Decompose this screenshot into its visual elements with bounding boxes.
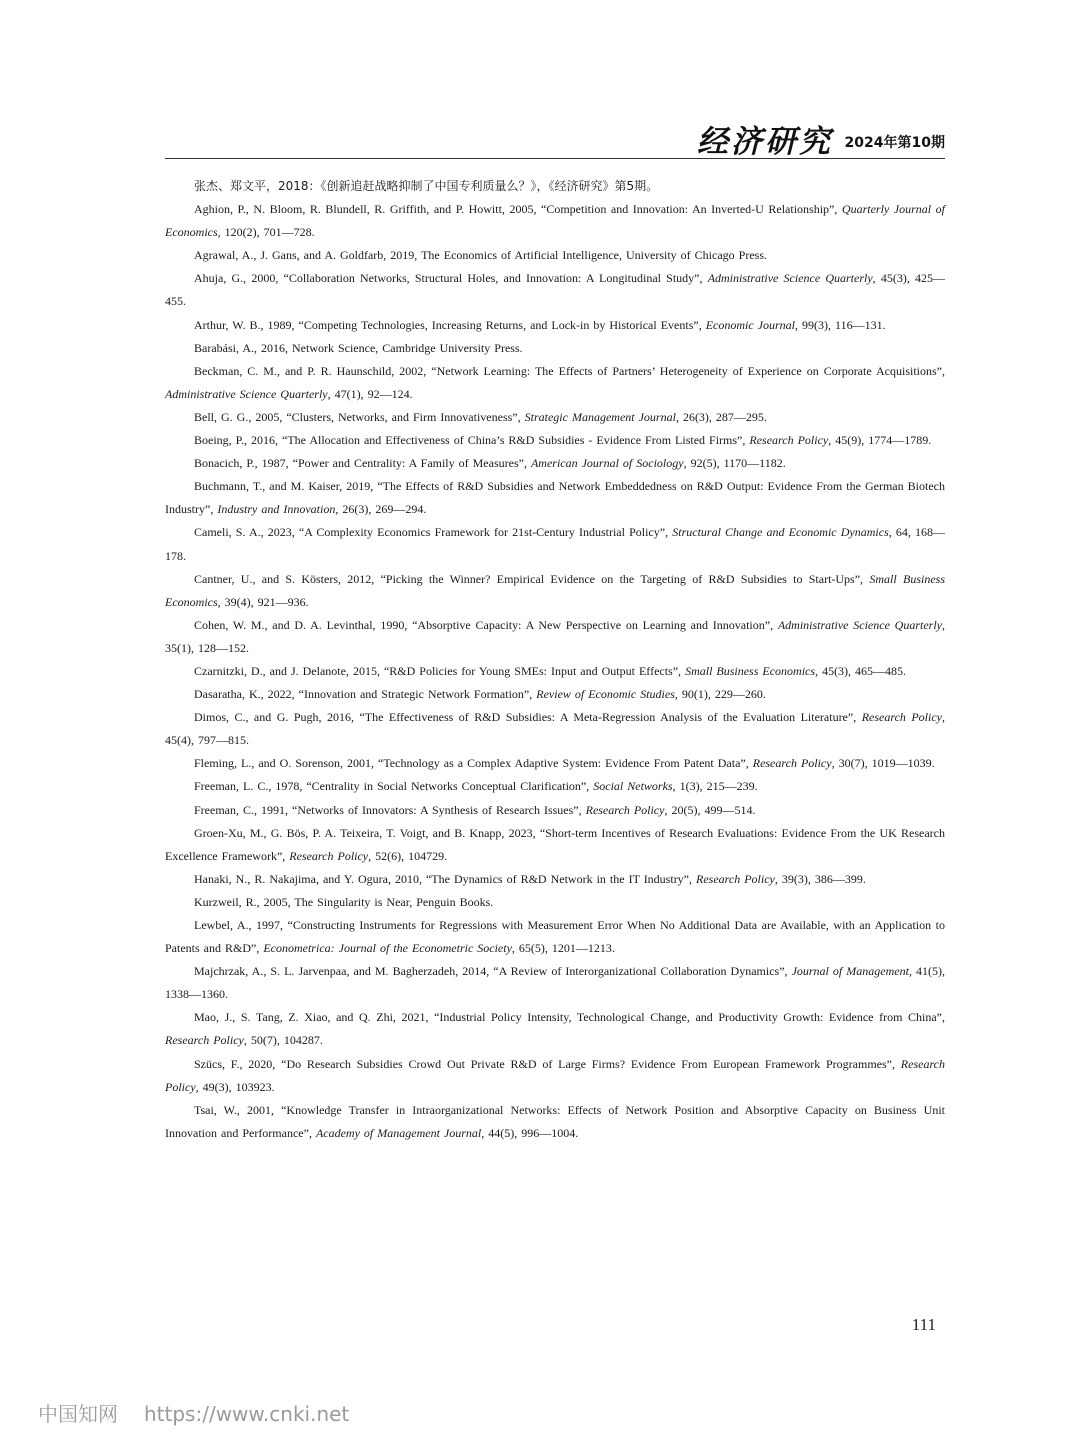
reference-text: Freeman, C., 1991, “Networks of Innovators: A Synthesis of Research Issues”, <box>194 802 586 817</box>
reference-text: Czarnitzki, D., and J. Delanote, 2015, “R&D Policies for Young SMEs: Input and Output Effects”, <box>194 663 686 678</box>
reference-source: Social Networks <box>593 779 673 794</box>
reference-source: Research Policy <box>165 1033 244 1048</box>
reference-pages: , 35(1), 128—152. <box>165 617 945 655</box>
reference-item <box>165 614 945 660</box>
reference-item <box>165 660 945 683</box>
reference-pages: , 44(5), 996—1004. <box>481 1125 579 1140</box>
reference-text: Buchmann, T., and M. Kaiser, 2019, “The Effects of R&D Subsidies and Network Embeddedness on R&D Output: Evidence From the German Biotech Industry”, <box>165 479 945 517</box>
reference-text: Majchrzak, A., S. L. Jarvenpaa, and M. Bagherzadeh, 2014, “A Review of Interorganizational Collaboration Dynamics”, <box>194 964 792 979</box>
reference-pages: , 120(2), 701—728. <box>217 225 315 240</box>
reference-item <box>165 175 945 198</box>
reference-pages: , 1(3), 215—239. <box>672 779 758 794</box>
reference-pages: , 52(6), 104729. <box>368 848 448 863</box>
reference-item <box>165 267 945 313</box>
reference-item <box>165 914 945 960</box>
reference-item <box>165 244 945 267</box>
reference-pages: , 30(7), 1019—1039. <box>831 756 935 771</box>
reference-item <box>165 683 945 706</box>
reference-text: Szücs, F., 2020, “Do Research Subsidies Crowd Out Private R&D of Large Firms? Evidence From European Framework Programmes”, <box>194 1056 901 1071</box>
reference-text: Freeman, L. C., 1978, “Centrality in Social Networks Conceptual Clarification”, <box>194 779 594 794</box>
reference-pages: , 64, 168—178. <box>165 525 946 563</box>
reference-text: Dasaratha, K., 2022, “Innovation and Strategic Network Formation”, <box>194 687 537 702</box>
reference-item <box>165 960 945 1006</box>
reference-text: Agrawal, A., J. Gans, and A. Goldfarb, 2019, The Economics of Artificial Intelligence, University of Chicago Press. <box>194 248 767 263</box>
reference-text: Beckman, C. M., and P. R. Haunschild, 2002, “Network Learning: The Effects of Partners’ Heterogeneity of Experience on Corporate Acquisitions”, <box>194 363 945 378</box>
watermark-url: https://www.cnki.net <box>144 1402 350 1426</box>
reference-item <box>165 452 945 475</box>
reference-source: Academy of Management Journal <box>315 1125 482 1140</box>
reference-source: Research Policy <box>861 710 943 725</box>
reference-text: Boeing, P., 2016, “The Allocation and Effectiveness of China’s R&D Subsidies - Evidence From Listed Firms”, <box>194 433 750 448</box>
reference-text: Barabási, A., 2016, Network Science, Cambridge University Press. <box>194 340 523 355</box>
reference-item <box>165 568 945 614</box>
journal-logo: 经济研究 <box>697 124 833 160</box>
reference-text: Lewbel, A., 1997, “Constructing Instruments for Regressions with Measurement Error When No Additional Data are Available, with an Application to Patents and R&D”, <box>165 918 945 956</box>
reference-text: Cameli, S. A., 2023, “A Complexity Economics Framework for 21st-Century Industrial Policy”, <box>194 525 673 540</box>
reference-source: American Journal of Sociology <box>530 456 684 471</box>
watermark-brand: 中国知网 <box>38 1402 118 1426</box>
reference-pages: , 49(3), 103923. <box>195 1079 275 1094</box>
reference-pages: , 20(5), 499—514. <box>664 802 756 817</box>
reference-item <box>165 475 945 521</box>
reference-source: Small Business Economics <box>165 571 945 609</box>
reference-item <box>165 752 945 775</box>
reference-text: 张杰、郑文平，2018：《创新追赶战略抑制了中国专利质量么？》，《经济研究》第5期。 <box>194 179 659 193</box>
reference-text: Arthur, W. B., 1989, “Competing Technologies, Increasing Returns, and Lock-in by Historical Events”, <box>194 317 706 332</box>
reference-pages: , 92(5), 1170—1182. <box>683 456 786 471</box>
reference-item <box>165 314 945 337</box>
reference-item <box>165 1006 945 1052</box>
reference-source: Review of Economic Studies <box>536 687 675 702</box>
reference-source: Administrative Science Quarterly <box>165 386 328 401</box>
reference-pages: , 90(1), 229—260. <box>674 687 766 702</box>
reference-item <box>165 799 945 822</box>
reference-item <box>165 1053 945 1099</box>
reference-item <box>165 1099 945 1145</box>
reference-text: Ahuja, G., 2000, “Collaboration Networks, Structural Holes, and Innovation: A Longitudinal Study”, <box>194 271 708 286</box>
reference-source: Industry and Innovation <box>217 502 336 517</box>
reference-item <box>165 521 945 567</box>
issue-label: 2024年第10期 <box>844 135 945 151</box>
reference-item <box>165 868 945 891</box>
reference-source: Administrative Science Quarterly <box>777 617 942 632</box>
watermark <box>38 1398 349 1427</box>
reference-source: Research Policy <box>749 433 829 448</box>
reference-text: Fleming, L., and O. Sorenson, 2001, “Technology as a Complex Adaptive System: Evidence From Patent Data”, <box>194 756 753 771</box>
reference-item <box>165 891 945 914</box>
reference-source: Small Business Economics <box>685 663 816 678</box>
reference-pages: , 45(4), 797—815. <box>165 710 946 748</box>
reference-text: Mao, J., S. Tang, Z. Xiao, and Q. Zhi, 2021, “Industrial Policy Intensity, Technological Change, and Productivity Growth: Evidence from China”, <box>194 1010 945 1025</box>
reference-pages: , 50(7), 104287. <box>243 1033 323 1048</box>
running-header <box>165 126 945 159</box>
reference-text: Kurzweil, R., 2005, The Singularity is Near, Penguin Books. <box>194 894 494 909</box>
reference-text: Bonacich, P., 1987, “Power and Centrality: A Family of Measures”, <box>194 456 531 471</box>
reference-source: Economic Journal <box>705 317 796 332</box>
reference-text: Groen-Xu, M., G. Bös, P. A. Teixeira, T. Voigt, and B. Knapp, 2023, “Short-term Incentives of Research Evaluations: Evidence From the UK Research Excellence Framework”, <box>165 825 945 863</box>
reference-pages: , 45(3), 465—485. <box>815 663 907 678</box>
reference-text: Hanaki, N., R. Nakajima, and Y. Ogura, 2010, “The Dynamics of R&D Network in the IT Industry”, <box>194 871 697 886</box>
reference-pages: , 47(1), 92—124. <box>327 386 413 401</box>
reference-source: Strategic Management Journal <box>524 409 676 424</box>
reference-text: Aghion, P., N. Bloom, R. Blundell, R. Griffith, and P. Howitt, 2005, “Competition and Innovation: An Inverted-U Relationship”, <box>194 202 842 217</box>
reference-item <box>165 198 945 244</box>
reference-source: Structural Change and Economic Dynamics <box>672 525 889 540</box>
reference-source: Journal of Management <box>791 964 909 979</box>
reference-source: Quarterly Journal of Economics <box>165 202 945 240</box>
reference-item <box>165 360 945 406</box>
reference-text: Bell, G. G., 2005, “Clusters, Networks, and Firm Innovativeness”, <box>194 409 525 424</box>
reference-item <box>165 822 945 868</box>
reference-pages: , 26(3), 269—294. <box>335 502 427 517</box>
reference-pages: , 65(5), 1201—1213. <box>511 941 615 956</box>
reference-item <box>165 429 945 452</box>
reference-pages: , 45(3), 425—455. <box>165 271 945 309</box>
reference-source: Research Policy <box>585 802 665 817</box>
page-number: 111 <box>911 1315 936 1334</box>
reference-source: Administrative Science Quarterly <box>707 271 873 286</box>
reference-text: Cantner, U., and S. Kösters, 2012, “Picking the Winner? Empirical Evidence on the Targeting of R&D Subsidies to Start-Ups”, <box>194 571 870 586</box>
reference-pages: , 26(3), 287—295. <box>675 409 767 424</box>
reference-text: Cohen, W. M., and D. A. Levinthal, 1990, “Absorptive Capacity: A New Perspective on Learning and Innovation”, <box>194 617 778 632</box>
reference-item <box>165 706 945 752</box>
reference-pages: , 41(5), 1338—1360. <box>165 964 946 1002</box>
reference-item <box>165 337 945 360</box>
reference-source: Research Policy <box>696 871 775 886</box>
reference-pages: , 45(9), 1774—1789. <box>828 433 932 448</box>
reference-source: Research Policy <box>289 848 369 863</box>
reference-item <box>165 775 945 798</box>
reference-pages: , 39(4), 921—936. <box>217 594 309 609</box>
reference-item <box>165 406 945 429</box>
reference-text: Dimos, C., and G. Pugh, 2016, “The Effectiveness of R&D Subsidies: A Meta-Regression Analysis of the Evaluation Literature”, <box>194 710 862 725</box>
reference-pages: , 39(3), 386—399. <box>774 871 866 886</box>
reference-source: Research Policy <box>752 756 832 771</box>
reference-source: Research Policy <box>165 1056 945 1094</box>
reference-list <box>165 175 945 1145</box>
reference-source: Econometrica: Journal of the Econometric Society <box>263 941 512 956</box>
reference-pages: , 99(3), 116—131. <box>795 317 886 332</box>
reference-text: Tsai, W., 2001, “Knowledge Transfer in Intraorganizational Networks: Effects of Network Position and Absorptive Capacity on Business Unit Innovation and Performance”, <box>165 1102 945 1140</box>
